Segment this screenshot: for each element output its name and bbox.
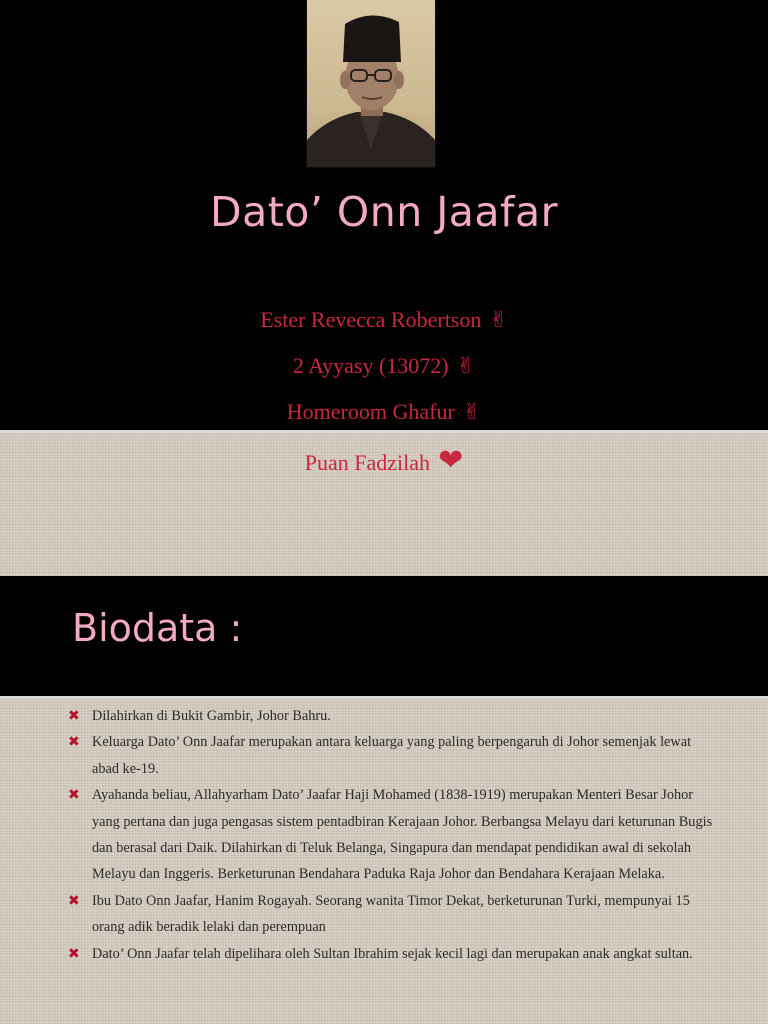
biodata-list	[68, 703, 718, 967]
slide-title: Dato’ Onn Jaafar	[210, 188, 558, 236]
heart-icon: ❤	[438, 443, 464, 478]
credit-text: Puan Fadzilah	[304, 450, 431, 475]
portrait-photo	[307, 0, 435, 167]
credit-line-teacher	[0, 443, 768, 478]
biodata-heading: Biodata :	[72, 606, 243, 650]
cross-bullet-icon: ✖	[68, 945, 80, 962]
cross-bullet-icon: ✖	[68, 734, 80, 751]
cross-bullet-icon: ✖	[68, 892, 80, 909]
list-item	[68, 888, 718, 941]
credit-text: Homeroom Ghafur	[286, 399, 455, 424]
credit-text: Ester Revecca Robertson	[260, 307, 482, 332]
list-item-text: Keluarga Dato’ Onn Jaafar merupakan antara keluarga yang paling berpengaruh di Johor semenjak lewat abad ke-19.	[92, 734, 692, 777]
credit-line-class	[0, 353, 768, 379]
list-item	[68, 782, 718, 888]
credit-line-student	[0, 307, 768, 333]
list-item-text: Dilahirkan di Bukit Gambir, Johor Bahru.	[92, 708, 331, 724]
list-item	[68, 941, 718, 967]
credit-line-homeroom	[0, 399, 768, 425]
list-item	[68, 703, 718, 729]
victory-hand-icon: ✌	[456, 354, 476, 379]
portrait-illustration	[307, 0, 435, 167]
list-item	[68, 729, 718, 782]
list-item-text: Ayahanda beliau, Allahyarham Dato’ Jaafar Haji Mohamed (1838-1919) merupakan Menteri Besar Johor yang pertana dan juga pengasas sistem pentadbiran Kerajaan Johor. Berbangsa Melayu dari keturunan Bugis dan berasal dari Daik. Dilahirkan di Teluk Belanga, Singapura dan mendapat pendidikan awal di sekolah Melayu dan Inggeris. Berketurunan Bendahara Paduka Raja Johor dan Bendahara Kerajaan Melaka.	[92, 787, 713, 883]
list-item-text: Ibu Dato Onn Jaafar, Hanim Rogayah. Seorang wanita Timor Dekat, berketurunan Turki, mempunyai 15 orang adik beradik lelaki dan perempuan	[92, 892, 690, 936]
victory-hand-icon: ✌	[462, 400, 482, 425]
credit-text: 2 Ayyasy (13072)	[292, 353, 449, 378]
list-item-text: Dato’ Onn Jaafar telah dipelihara oleh Sultan Ibrahim sejak kecil lagi dan merupakan anak angkat sultan.	[92, 945, 693, 962]
cross-bullet-icon: ✖	[68, 787, 80, 804]
victory-hand-icon: ✌	[489, 308, 508, 333]
cross-bullet-icon: ✖	[68, 708, 80, 724]
